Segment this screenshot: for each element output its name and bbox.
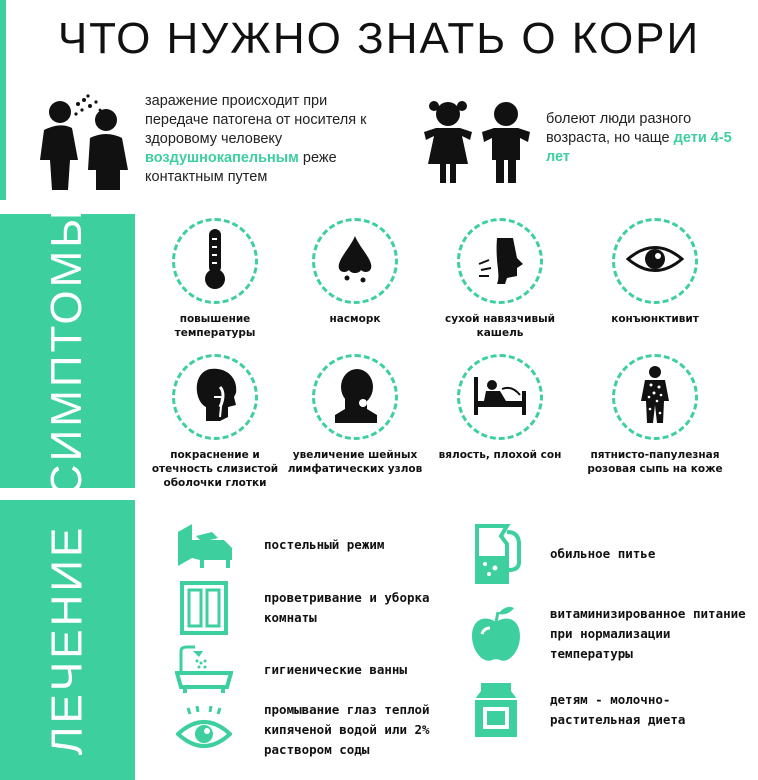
symptom-cough: сухой навязчивый кашель <box>425 218 575 340</box>
age-text: болеют люди разного возраста, но чаще дети 4-5 лет <box>546 111 732 165</box>
symptom-fever: повышение температуры <box>140 218 290 340</box>
bath-icon <box>174 640 234 700</box>
infection-text: заражение происходит при передаче патогена от носителя к здоровому человеку воздушнокапельным реже контактным путем <box>145 93 367 185</box>
page-title: ЧТО НУЖНО ЗНАТЬ О КОРИ <box>57 14 701 63</box>
treatment-eye-wash: промывание глаз теплой кипяченой водой или 2% раствором соды <box>174 700 454 760</box>
children-icon <box>420 98 535 188</box>
treatment-heading: ЛЕЧЕНИЕ <box>42 524 92 756</box>
drink-icon <box>466 524 526 584</box>
treatment-drink: обильное питье <box>466 524 750 584</box>
treatment-diet: детям - молочно-растительная диета <box>466 680 750 740</box>
rash-body-icon <box>639 365 671 430</box>
treatment-bed-rest: постельный режим <box>174 515 464 575</box>
treatment-ventilation: проветривание и уборка комнаты <box>174 578 464 638</box>
nose-icon <box>333 234 377 289</box>
bed-sick-icon <box>472 373 528 422</box>
milk-icon <box>466 680 526 740</box>
treatment-bath: гигиенические ванны <box>174 640 464 700</box>
apple-icon <box>466 604 526 664</box>
thermometer-icon <box>195 227 235 296</box>
cough-icon <box>475 234 525 289</box>
sneeze-people-icon <box>38 90 133 195</box>
symptom-throat: покраснение и отечность слизистой оболочки глотки <box>140 354 290 490</box>
bed-icon <box>174 515 234 575</box>
eye-wash-icon <box>174 700 234 760</box>
symptom-rash: пятнисто-папулезная розовая сыпь на коже <box>580 354 730 476</box>
neck-icon <box>331 367 379 428</box>
symptom-runny-nose: насморк <box>280 218 430 326</box>
symptoms-heading: СИМПТОМЫ <box>42 205 92 497</box>
treatment-vitamins: витаминизированное питание при нормализации температуры <box>466 604 750 664</box>
eye-icon <box>626 242 684 281</box>
symptom-lymph: увеличение шейных лимфатических узлов <box>280 354 430 476</box>
throat-icon <box>190 367 240 428</box>
window-icon <box>174 578 234 638</box>
symptom-weakness: вялость, плохой сон <box>425 354 575 462</box>
symptom-conjunctivitis: конъюнктивит <box>580 218 730 326</box>
